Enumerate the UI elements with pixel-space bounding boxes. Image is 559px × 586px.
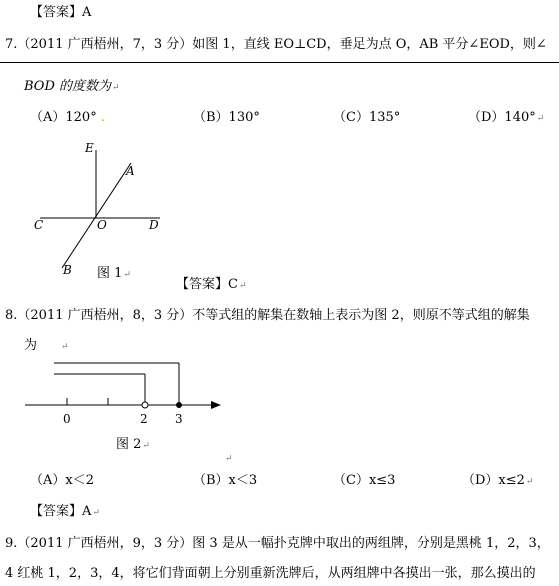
q9-stem-line1: 9.（2011 广西梧州，9，3 分）图 3 是从一幅扑克牌中取出的两组牌，分别是黑桃 1，2，3， — [5, 536, 550, 551]
dot-icon: . — [100, 110, 105, 125]
answer-prefix: 【答案】 — [176, 277, 229, 292]
paragraph-mark-icon: ↵ — [142, 441, 150, 451]
answer-value: A — [82, 504, 92, 519]
paragraph-mark-icon: ↵ — [525, 477, 534, 487]
answer-prefix: 【答案】 — [30, 5, 83, 20]
answer-value: A — [82, 5, 92, 20]
paragraph-mark-icon: ↵ — [123, 270, 131, 280]
q7-stem-line2: BOD 的度数为↵ — [24, 79, 120, 94]
tick-label-2: 2 — [140, 412, 148, 426]
label-e: E — [85, 141, 94, 155]
q8-option-c: （C）x≤3 — [333, 473, 396, 488]
q7-option-c: （C）135° — [333, 110, 401, 125]
label-o: O — [97, 218, 107, 232]
q8-option-d: （D）x≤2↵ — [462, 473, 534, 488]
label-a: A — [126, 164, 135, 178]
paragraph-mark-icon: ↵ — [61, 342, 69, 352]
answer-value: C — [228, 277, 238, 292]
tick-label-3: 3 — [175, 412, 183, 426]
figure-2-caption: 图 2↵ — [116, 437, 150, 452]
figure-1-caption: 图 1↵ — [97, 266, 131, 281]
q8-option-a: （A）x＜2 — [30, 473, 94, 488]
q7-option-b: （B）130° — [193, 110, 260, 125]
paragraph-mark-icon: ↵ — [536, 114, 545, 124]
label-b: B — [63, 263, 72, 277]
paragraph-mark-icon: ↵ — [238, 281, 247, 291]
q9-stem-line2: 4 红桃 1，2，3，4，将它们背面朝上分别重新洗牌后，从两组牌中各摸出一张，那么摸出的 — [5, 566, 536, 581]
label-c: C — [34, 218, 44, 232]
paragraph-mark-icon: ↵ — [92, 508, 100, 518]
q8-stem-line2: 为 ↵ — [24, 338, 69, 353]
q8-answer-line — [30, 505, 100, 518]
q7-option-a: （A）120° . — [30, 110, 105, 125]
paragraph-mark-icon: ↵ — [225, 454, 233, 464]
axis-arrow-icon — [211, 401, 221, 409]
q7-option-d: （D）140°↵ — [468, 110, 545, 125]
q7-stem-line1: 7.（2011 广西梧州，7，3 分）如图 1，直线 EO⊥CD，垂足为点 O，AB 平分∠EOD，则∠ — [5, 37, 547, 52]
paragraph-mark-icon: ↵ — [112, 83, 120, 93]
label-d: D — [149, 218, 159, 232]
q8-stem-line1: 8.（2011 广西梧州，8，3 分）不等式组的解集在数轴上表示为图 2，则原不等式组的解集 — [5, 308, 530, 323]
point-2-open — [142, 402, 148, 408]
tick-label-0: 0 — [63, 412, 71, 426]
q8-option-b: （B）x＜3 — [193, 473, 258, 488]
point-3-solid — [176, 402, 182, 408]
answer-prefix: 【答案】 — [30, 504, 83, 519]
